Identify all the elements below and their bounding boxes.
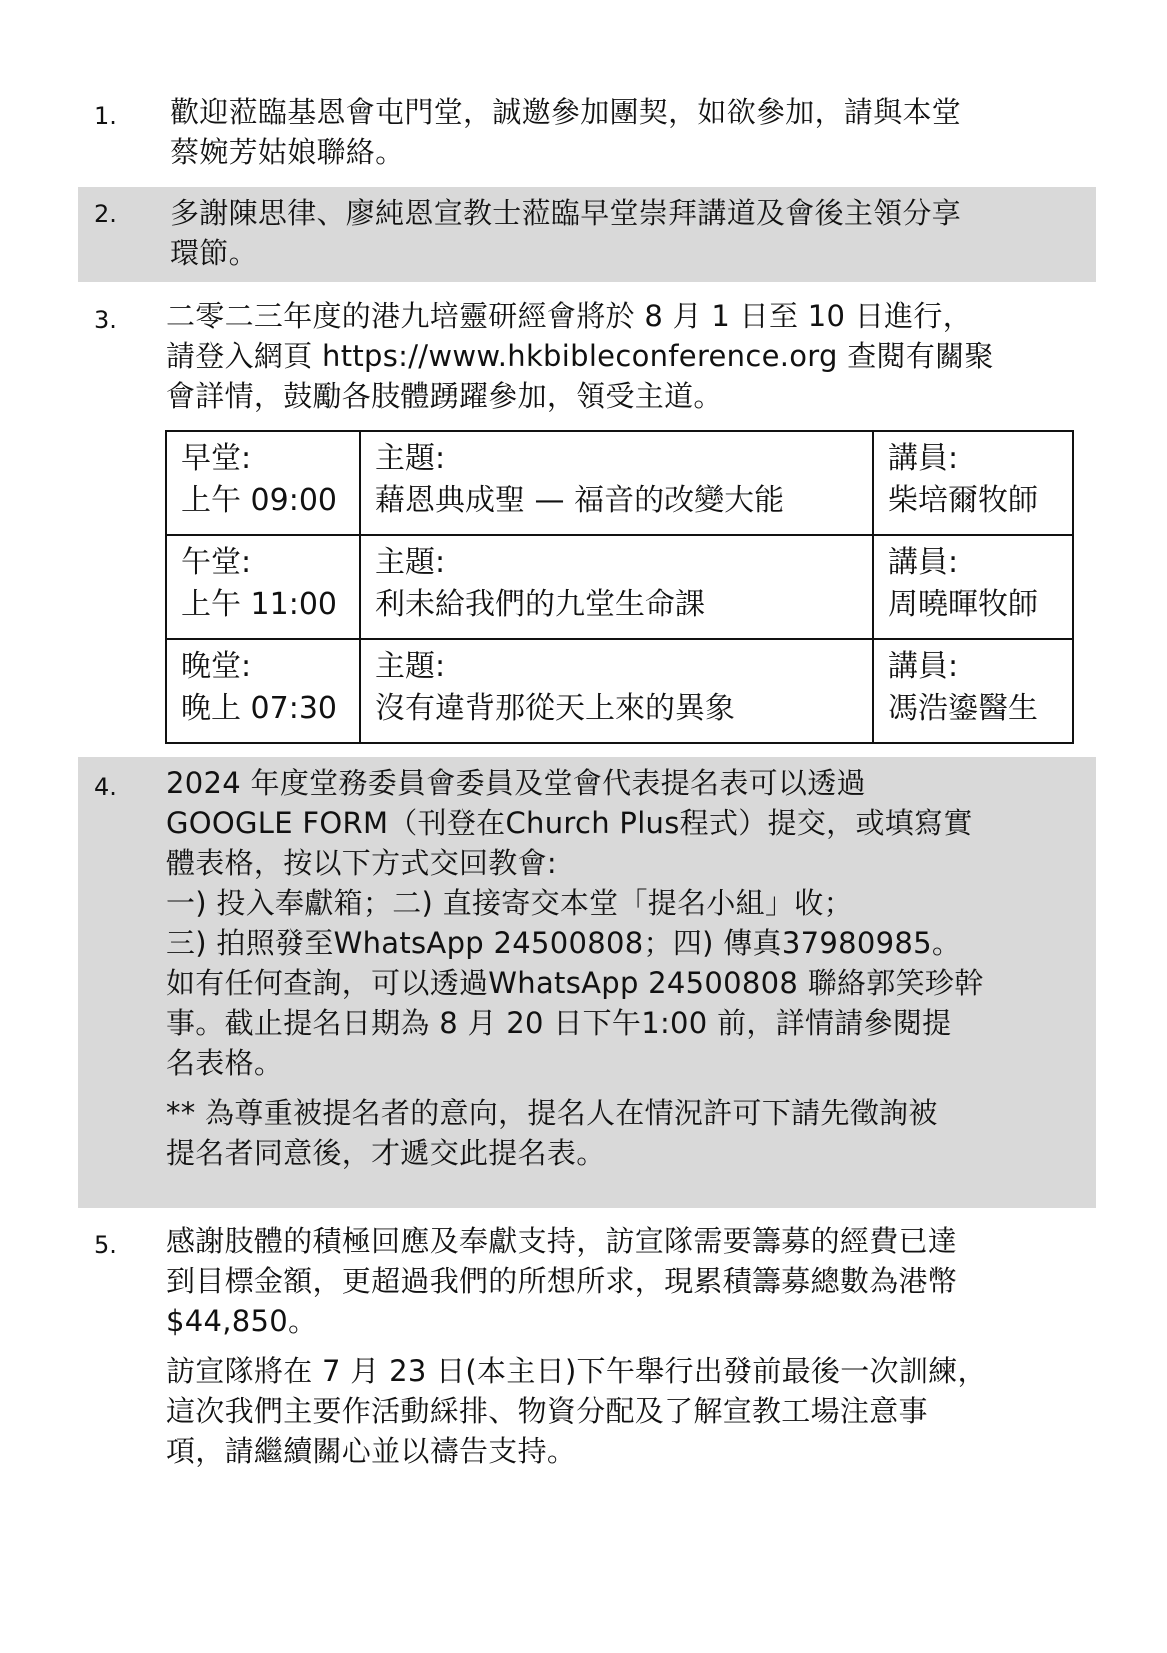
text-line: 事。截止提名日期為 8 月 20 日下午1:00 前，詳情請參閱提: [166, 1006, 952, 1040]
text-line: 這次我們主要作活動綵排、物資分配及了解宣教工場注意事: [166, 1394, 928, 1428]
text-line: ** 為尊重被提名者的意向，提名人在情況許可下請先徵詢被: [166, 1096, 938, 1130]
theme-title: 沒有違背那從天上來的異象: [375, 691, 735, 726]
text-line: 名表格。: [166, 1046, 284, 1080]
speaker-name: 柴培爾牧師: [888, 483, 1038, 518]
theme-title: 利未給我們的九堂生命課: [375, 587, 705, 622]
text-line: GOOGLE FORM（刊登在Church Plus程式）提交，或填寫實: [166, 806, 973, 840]
text-line: 項，請繼續關心並以禱告支持。: [166, 1434, 577, 1468]
speaker-cell: [873, 639, 1073, 743]
notice-item-2: [78, 187, 1096, 282]
item-text: [166, 296, 994, 416]
theme-label: 主題:: [375, 441, 446, 476]
text-line: 如有任何查詢，可以透過WhatsApp 24500808 聯絡郭笑珍幹: [166, 966, 984, 1000]
service-time: 上午 11:00: [181, 587, 337, 622]
text-line: 感謝肢體的積極回應及奉獻支持，訪宣隊需要籌募的經費已達: [166, 1224, 958, 1258]
item-number: 5.: [94, 1231, 117, 1259]
speaker-cell: [873, 535, 1073, 639]
service-time: 上午 09:00: [181, 483, 337, 518]
text-line: 多謝陳思律、廖純恩宣教士蒞臨早堂崇拜講道及會後主領分享: [170, 196, 962, 230]
item-number: 3.: [94, 306, 117, 334]
text-line: 會詳情，鼓勵各肢體踴躍參加，領受主道。: [166, 379, 723, 413]
item-text: [166, 1221, 987, 1471]
service-name: 午堂:: [181, 545, 252, 580]
speaker-label: 講員:: [888, 649, 959, 684]
text-line: 提名者同意後，才遞交此提名表。: [166, 1136, 606, 1170]
text-line: 三) 拍照發至WhatsApp 24500808；四) 傳真37980985。: [166, 926, 962, 960]
notice-item-5: [78, 1215, 1096, 1485]
item-text: [166, 763, 984, 1173]
speaker-name: 周曉暉牧師: [888, 587, 1038, 622]
speaker-label: 講員:: [888, 441, 959, 476]
item-text: [170, 193, 961, 273]
theme-label: 主題:: [375, 545, 446, 580]
service-time: 晚上 07:30: [181, 691, 337, 726]
theme-cell: [360, 431, 873, 535]
service-name: 早堂:: [181, 441, 252, 476]
text-line: 訪宣隊將在 7 月 23 日(本主日)下午舉行出發前最後一次訓練，: [166, 1354, 987, 1388]
theme-label: 主題:: [375, 649, 446, 684]
speaker-label: 講員:: [888, 545, 959, 580]
item-number: 2.: [94, 200, 117, 228]
notice-item-1: [78, 88, 1096, 174]
text-line: 一) 投入奉獻箱；二) 直接寄交本堂「提名小組」收；: [166, 886, 853, 920]
service-name: 晚堂:: [181, 649, 252, 684]
item-text: [170, 92, 961, 172]
service-schedule-table: [165, 430, 1074, 744]
notice-item-4: [78, 757, 1096, 1208]
speaker-cell: [873, 431, 1073, 535]
text-line: 歡迎蒞臨基恩會屯門堂，誠邀參加團契，如欲參加，請與本堂: [170, 95, 962, 129]
speaker-name: 馮浩鎏醫生: [888, 691, 1038, 726]
item-number: 4.: [94, 773, 117, 801]
theme-title: 藉恩典成聖 — 福音的改變大能: [375, 483, 785, 518]
theme-cell: [360, 535, 873, 639]
service-cell: [166, 639, 360, 743]
text-line: $44,850。: [166, 1304, 318, 1338]
schedule-row: [166, 535, 1073, 639]
text-line: 體表格，按以下方式交回教會:: [166, 846, 557, 880]
text-line: 到目標金額，更超過我們的所想所求，現累積籌募總數為港幣: [166, 1264, 958, 1298]
item-number: 1.: [94, 102, 117, 130]
text-line: 蔡婉芳姑娘聯絡。: [170, 135, 405, 169]
text-line: 2024 年度堂務委員會委員及堂會代表提名表可以透過: [166, 766, 866, 800]
theme-cell: [360, 639, 873, 743]
schedule-row: [166, 639, 1073, 743]
text-line: 請登入網頁 https://www.hkbibleconference.org 查閱有關聚: [166, 339, 994, 373]
service-cell: [166, 431, 360, 535]
service-cell: [166, 535, 360, 639]
notice-item-3: [78, 290, 1096, 420]
text-line: 環節。: [170, 236, 258, 270]
schedule-row: [166, 431, 1073, 535]
text-line: 二零二三年度的港九培靈研經會將於 8 月 1 日至 10 日進行，: [166, 299, 973, 333]
